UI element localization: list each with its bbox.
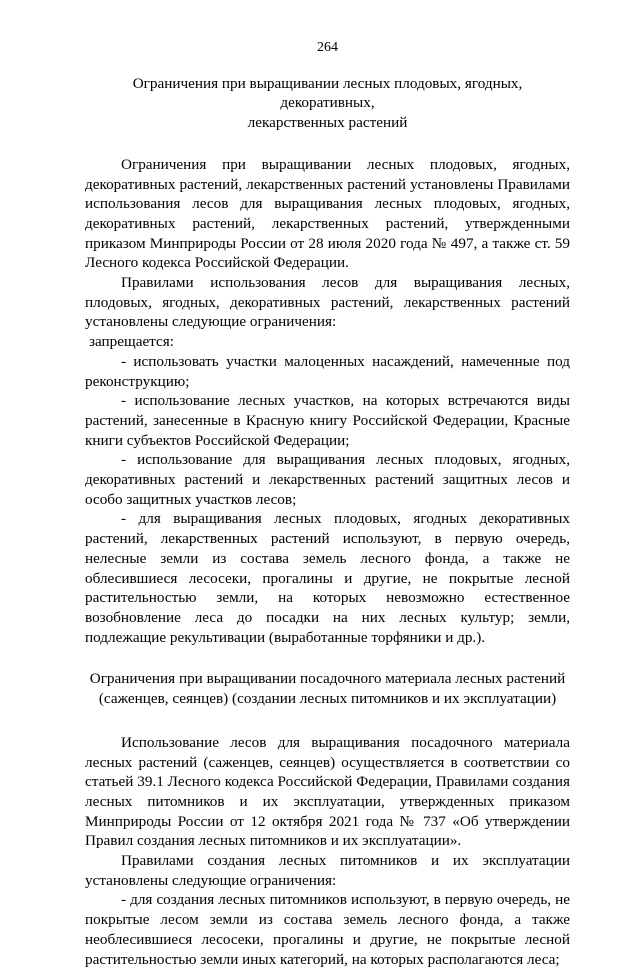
paragraph: Ограничения при выращивании лесных плодовых, ягодных, декоративных растений, лекарственных растений установлены Правилами использования лесов для выращивания лесных плодовых, ягодных, декоративных растений, лекарственных растений, утвержденными приказом Минприроды России от 28 июля 2020 года № 497, а также ст. 59 Лесного кодекса Российской Федерации. — [85, 155, 570, 272]
paragraph: Правилами использования лесов для выращивания лесных, плодовых, ягодных, декоративных растений, лекарственных растений установлены следующие ограничения: — [85, 274, 570, 331]
section-heading-2 — [85, 669, 570, 708]
list-item: - использовать участки малоценных насаждений, намеченные под реконструкцию; — [85, 352, 570, 390]
heading-line: лекарственных растений — [247, 114, 408, 132]
section-heading-1 — [85, 74, 570, 133]
list-item: - для выращивания лесных плодовых, ягодных декоративных растений, лекарственных растений используют, в первую очередь, нелесные земли из состава земель лесного фонда, а также не облесившиеся лесосеки, прогалины и другие, не покрытые лесной растительностью земли, на которых невозможно естественное возобновление леса до посадки на них лесных культур; земли, подлежащие рекультивации (выработанные торфяники и др.). — [85, 510, 570, 646]
paragraph: Правилами создания лесных питомников и их эксплуатации установлены следующие ограничения: — [85, 852, 570, 889]
list-item: - использование для выращивания лесных плодовых, ягодных, декоративных растений и лекарственных растений защитных лесов и особо защитных участков лесов; — [85, 451, 570, 508]
list-item: - для создания лесных питомников используют, в первую очередь, не покрытые лесом земли из состава земель лесного фонда, а также необлесившиеся лесосеки, прогалины и другие, не покрытые лесной растительностью земли иных категорий, на которых располагаются леса; — [85, 891, 570, 968]
heading-line: (саженцев, сеянцев) (создании лесных питомников и их эксплуатации) — [98, 690, 557, 708]
paragraph: запрещается: — [89, 333, 174, 351]
heading-line: Ограничения при выращивании посадочного материала лесных растений — [89, 670, 566, 688]
paragraph: Использование лесов для выращивания посадочного материала лесных растений (саженцев, сеянцев) осуществляется в соответствии со статьей 39.1 Лесного кодекса Российской Федерации, Правилами создания лесных питомников и их эксплуатации, утвержденных приказом Минприроды России от 12 октября 2021 года № 737 «Об утверждении Правил создания лесных питомников и их эксплуатации». — [85, 733, 570, 850]
document-page — [85, 38, 570, 969]
list-item: - использование лесных участков, на которых встречаются виды растений, занесенные в Красную книгу Российской Федерации, Красные книги субъектов Российской Федерации; — [85, 392, 570, 449]
page-number: 264 — [317, 40, 338, 55]
heading-line: Ограничения при выращивании лесных плодовых, ягодных, декоративных, — [132, 74, 523, 112]
